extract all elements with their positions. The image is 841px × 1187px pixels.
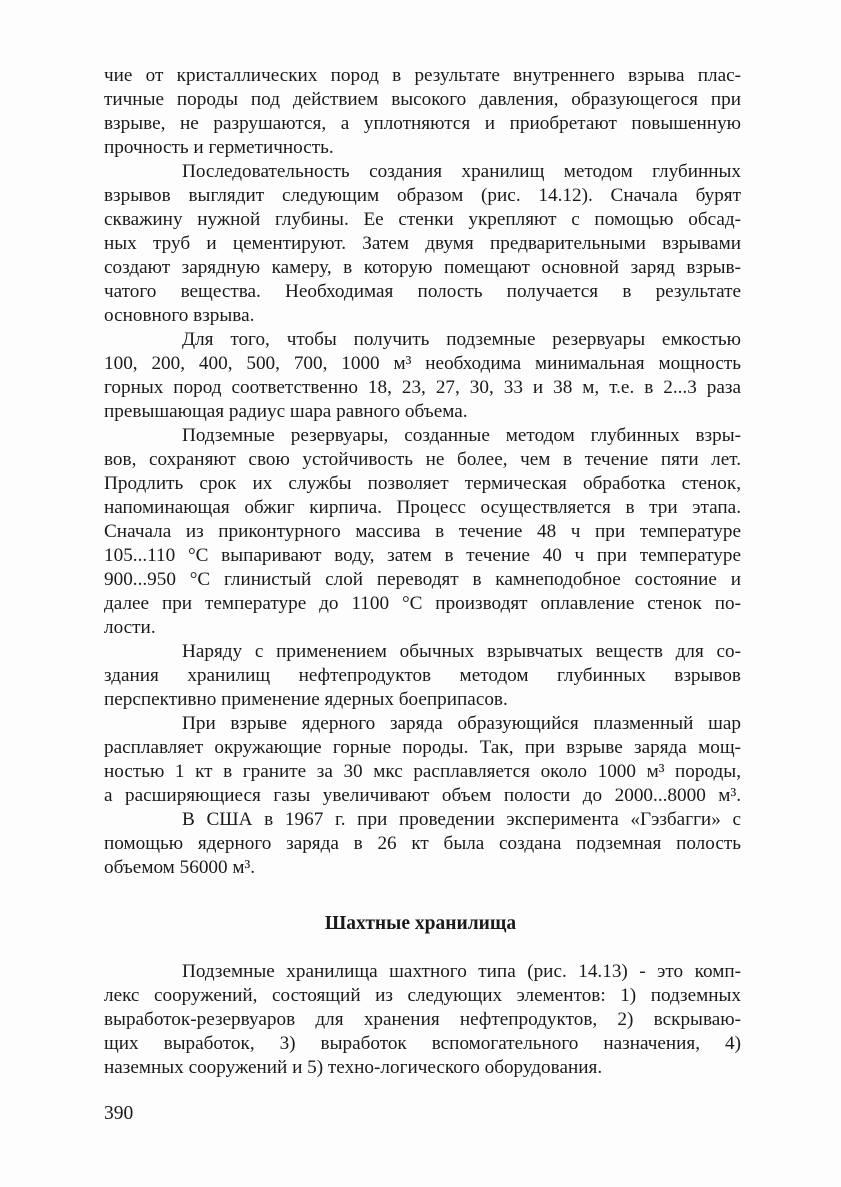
text-line: а расширяющиеся газы увеличивают объем полости до 2000...8000 м³. xyxy=(104,785,741,806)
text-line: Сначала из приконтурного массива в течение 48 ч при температуре xyxy=(104,521,741,542)
text-line: чие от кристаллических пород в результате внутреннего взрыва плас- xyxy=(104,65,741,86)
text-line: наземных сооружений и 5) техно-логического оборудования. xyxy=(104,1057,603,1078)
text-line: тичные породы под действием высокого давления, образующегося при xyxy=(104,89,741,110)
text-line: щих выработок, 3) выработок вспомогательного назначения, 4) xyxy=(104,1033,741,1054)
paragraph-usa-experiment xyxy=(104,808,741,880)
text-line: ных труб и цементируют. Затем двумя предварительными взрывами xyxy=(104,233,741,254)
text-line: далее при температуре до 1100 °С производят оплавление стенок по- xyxy=(104,593,741,614)
text-line: Для того, чтобы получить подземные резервуары емкостью xyxy=(182,329,741,350)
text-line: расплавляет окружающие горные породы. Так, при взрыве заряда мощ- xyxy=(104,737,741,758)
page-number: 390 xyxy=(104,1103,134,1124)
text-line: превышающая радиус шара равного объема. xyxy=(104,401,468,422)
text-line: чатого вещества. Необходимая полость получается в результате xyxy=(104,281,741,302)
text-line: лости. xyxy=(104,617,156,638)
text-line: создают зарядную камеру, в которую помещают основной заряд взрыв- xyxy=(104,257,741,278)
section-heading: Шахтные хранилища xyxy=(324,913,517,934)
text-line: 900...950 °С глинистый слой переводят в камнеподобное состояние и xyxy=(104,569,741,590)
text-line: основного взрыва. xyxy=(104,305,255,326)
text-line: Последовательность создания хранилищ методом глубинных xyxy=(182,161,741,182)
text-line: напоминающая обжиг кирпича. Процесс осуществляется в три этапа. xyxy=(104,497,741,518)
text-line: Подземные хранилища шахтного типа (рис. 14.13) - это комп- xyxy=(182,961,741,982)
text-line: Продлить срок их службы позволяет термическая обработка стенок, xyxy=(104,473,741,494)
text-line: вов, сохраняют свою устойчивость не более, чем в течение пяти лет. xyxy=(104,449,741,470)
paragraph-capacity xyxy=(104,328,741,424)
text-line: ностью 1 кт в граните за 30 мкс расплавляется около 1000 м³ породы, xyxy=(104,761,741,782)
paragraph-nuclear-prospect xyxy=(104,640,741,712)
text-line: скважину нужной глубины. Ее стенки укрепляют с помощью обсад- xyxy=(104,209,741,230)
paragraph-continuation xyxy=(104,64,741,160)
text-line: взрывов выглядит следующим образом (рис. 14.12). Сначала бурят xyxy=(104,185,741,206)
text-line: 105...110 °С выпаривают воду, затем в течение 40 ч при температуре xyxy=(104,545,741,566)
paragraph-nuclear-explosion xyxy=(104,712,741,808)
text-line: Подземные резервуары, созданные методом глубинных взры- xyxy=(182,425,741,446)
text-line: При взрыве ядерного заряда образующийся плазменный шар xyxy=(182,713,741,734)
text-line: 100, 200, 400, 500, 700, 1000 м³ необходима минимальная мощность xyxy=(104,353,741,374)
text-line: прочность и герметичность. xyxy=(104,137,334,158)
text-line: горных пород соответственно 18, 23, 27, 30, 33 и 38 м, т.е. в 2...3 раза xyxy=(104,377,741,398)
text-line: помощью ядерного заряда в 26 кт была создана подземная полость xyxy=(104,833,741,854)
text-line: Наряду с применением обычных взрывчатых веществ для со- xyxy=(182,641,741,662)
text-line: объемом 56000 м³. xyxy=(104,857,256,878)
text-line: здания хранилищ нефтепродуктов методом глубинных взрывов xyxy=(104,665,741,686)
paragraph-shaft-storage xyxy=(104,960,741,1080)
text-line: перспективно применение ядерных боеприпасов. xyxy=(104,689,508,710)
text-line: В США в 1967 г. при проведении эксперимента «Гэзбагги» с xyxy=(182,809,741,830)
paragraph-thermal-treatment xyxy=(104,424,741,640)
text-line: выработок-резервуаров для хранения нефтепродуктов, 2) вскрываю- xyxy=(104,1009,741,1030)
paragraph-sequence xyxy=(104,160,741,328)
text-line: лекс сооружений, состоящий из следующих элементов: 1) подземных xyxy=(104,985,741,1006)
text-line: взрыве, не разрушаются, а уплотняются и приобретают повышенную xyxy=(104,113,741,134)
